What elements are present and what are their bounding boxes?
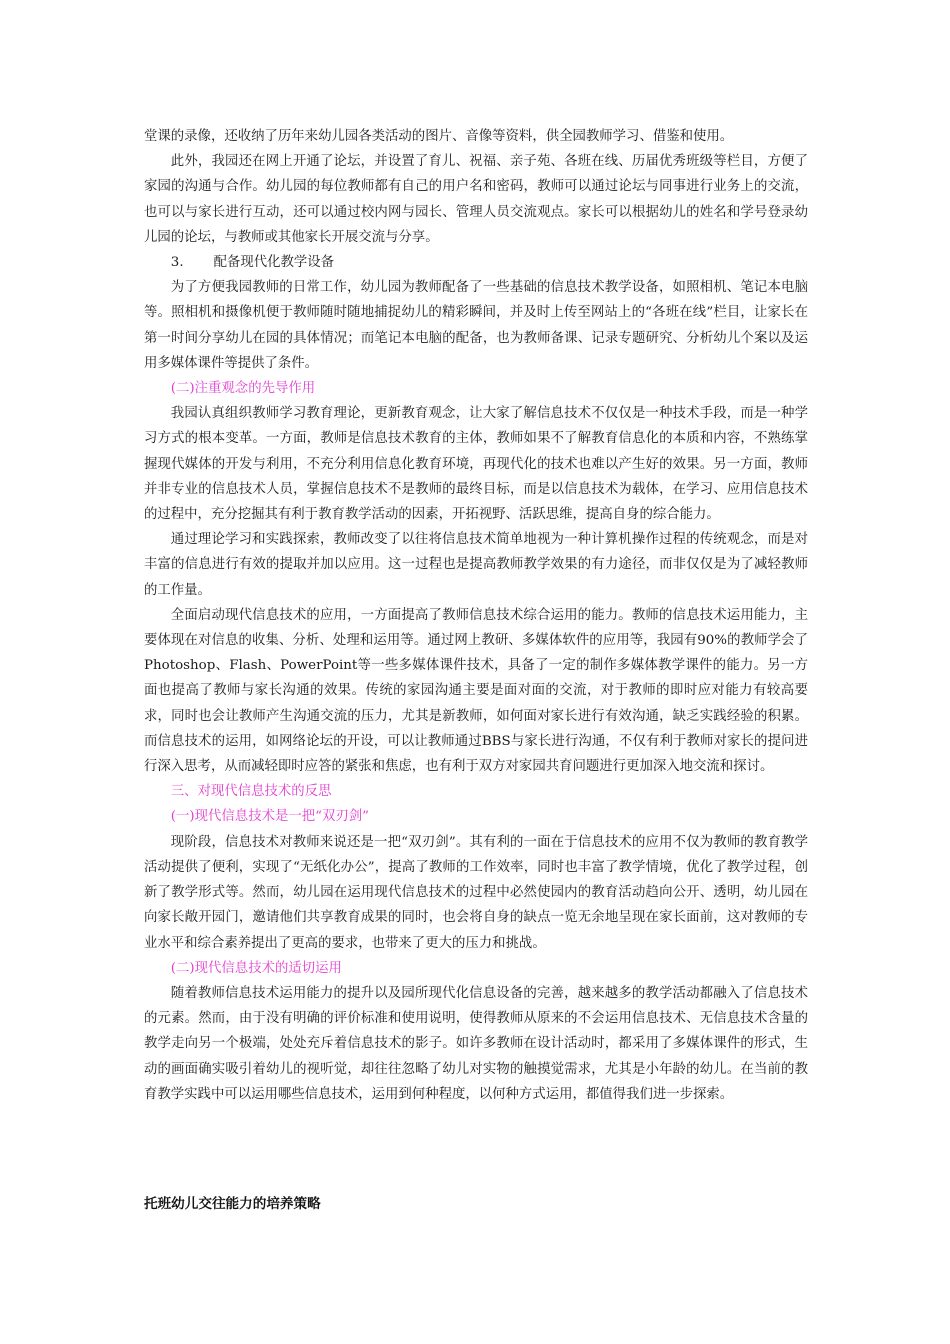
paragraph: 随着教师信息技术运用能力的提升以及园所现代化信息设备的完善，越来越多的教学活动都融入了信息技术的元素。然而，由于没有明确的评价标准和使用说明，使得教师从原来的不会运用信息技术、无信息技术含量的教学走向另一个极端，处处充斥着信息技术的影子。如许多教师在设计活动时，都采用了多媒体课件的形式，生动的画面确实吸引着幼儿的视听觉，却往往忽略了幼儿对实物的触摸觉需求，尤其是小年龄的幼儿。在当前的教育教学实践中可以运用哪些信息技术，运用到何种程度，以何种方式运用，都值得我们进一步探索。 (144, 985, 808, 1102)
section-heading: 三、对现代信息技术的反思 (170, 784, 332, 800)
article-title: 托班幼儿交往能力的培养策略 (144, 1196, 321, 1212)
paragraph: 此外，我园还在网上开通了论坛，并设置了育儿、祝福、亲子苑、各班在线、历届优秀班级等栏目，方便了家园的沟通与合作。幼儿园的每位教师都有自己的用户名和密码，教师可以通过论坛与同事进行业务上的交流，也可以与家长进行互动，还可以通过校内网与园长、管理人员交流观点。家长可以根据幼儿的姓名和学号登录幼儿园的论坛，与教师或其他家长开展交流与分享。 (144, 154, 808, 245)
document-body (144, 124, 808, 1107)
section-number: 3. (170, 255, 184, 271)
numbered-heading (144, 250, 808, 275)
paragraph: 为了方便我园教师的日常工作，幼儿园为教师配备了一些基础的信息技术教学设备，如照相机、笔记本电脑等。照相机和摄像机便于教师随时随地捕捉幼儿的精彩瞬间，并及时上传至网站上的“各班在线”栏目，让家长在第一时间分享幼儿在园的具体情况；而笔记本电脑的配备，也为教师备课、记录专题研究、分析幼儿个案以及运用多媒体课件等提供了条件。 (144, 280, 808, 371)
section-title: 配备现代化教学设备 (213, 255, 335, 271)
paragraph: 我园认真组织教师学习教育理论，更新教育观念，让大家了解信息技术不仅仅是一种技术手段，而是一种学习方式的根本变革。一方面，教师是信息技术教育的主体，教师如果不了解教育信息化的本质和内容，不熟练掌握现代媒体的开发与利用，不充分利用信息化教育环境，再现代化的技术也难以产生好的效果。另一方面，教师并非专业的信息技术人员，掌握信息技术不是教师的最终目标，而是以信息技术为载体，在学习、应用信息技术的过程中，充分挖掘其有利于教育教学活动的因素，开拓视野、活跃思维，提高自身的综合能力。 (144, 406, 808, 523)
paragraph: 全面启动现代信息技术的应用，一方面提高了教师信息技术综合运用的能力。教师的信息技术运用能力，主要体现在对信息的收集、分析、处理和运用等。通过网上教研、多媒体软件的应用等，我园有90%的教师学会了Photoshop、Flash、PowerPoint等一些多媒体课件技术，具备了一定的制作多媒体教学课件的能力。另一方面也提高了教师与家长沟通的效果。传统的家园沟通主要是面对面的交流，对于教师的即时应对能力有较高要求，同时也会让教师产生沟通交流的压力，尤其是新教师，如何面对家长进行有效沟通，缺乏实践经验的积累。而信息技术的运用，如网络论坛的开设，可以让教师通过BBS与家长进行沟通，不仅有利于教师对家长的提问进行深入思考，从而减轻即时应答的紧张和焦虑，也有利于双方对家园共育问题进行更加深入地交流和探讨。 (144, 607, 808, 775)
section-heading: (二)注重观念的先导作用 (170, 381, 316, 397)
section-heading: (二)现代信息技术的适切运用 (170, 960, 342, 976)
paragraph: 通过理论学习和实践探索，教师改变了以往将信息技术简单地视为一种计算机操作过程的传统观念，而是对丰富的信息进行有效的提取并加以应用。这一过程也是提高教师教学效果的有力途径，而非仅仅是为了减轻教师的工作量。 (144, 532, 808, 598)
paragraph: 堂课的录像，还收纳了历年来幼儿园各类活动的图片、音像等资料，供全园教师学习、借鉴和使用。 (144, 129, 734, 144)
section-heading: (一)现代信息技术是一把“双刃剑” (170, 809, 370, 825)
paragraph: 现阶段，信息技术对教师来说还是一把“双刃剑”。其有利的一面在于信息技术的应用不仅为教师的教育教学活动提供了便利，实现了“无纸化办公”，提高了教师的工作效率，同时也丰富了教学情境，优化了教学过程，创新了教学形式等。然而，幼儿园在运用现代信息技术的过程中必然使园内的教育活动趋向公开、透明，幼儿园在向家长敞开园门，邀请他们共享教育成果的同时，也会将自身的缺点一览无余地呈现在家长面前，这对教师的专业水平和综合素养提出了更高的要求，也带来了更大的压力和挑战。 (144, 834, 808, 951)
